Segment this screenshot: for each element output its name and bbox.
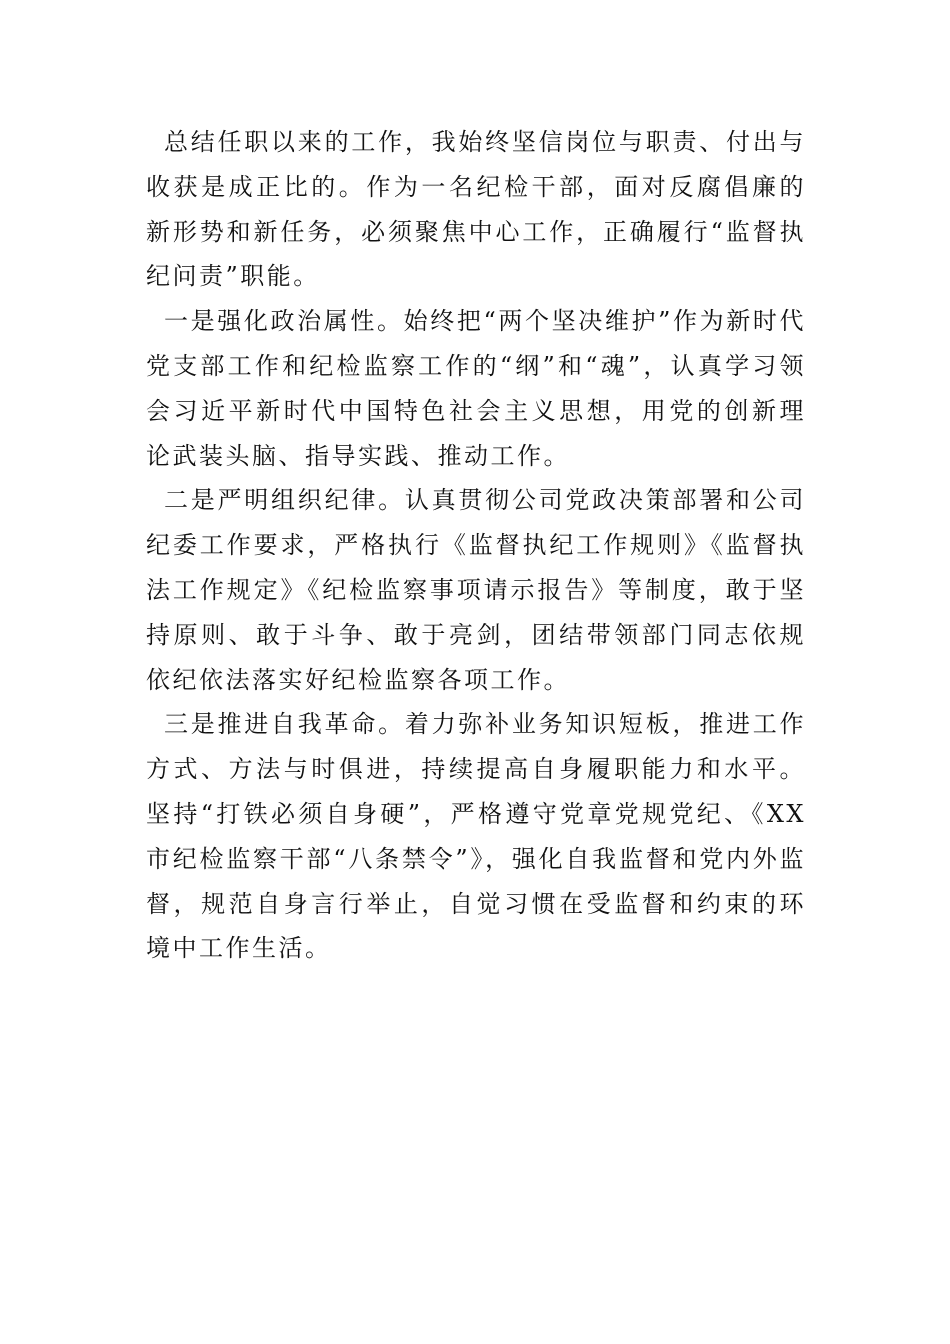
paragraph-political: 一是强化政治属性。始终把“两个坚决维护”作为新时代党支部工作和纪检监察工作的“纲”和“魂”，认真学习领会习近平新时代中国特色社会主义思想，用党的创新理论武装头脑、指导实践、推动工作。: [146, 307, 806, 470]
document-body: [146, 120, 806, 971]
paragraph-discipline: 二是严明组织纪律。认真贯彻公司党政决策部署和公司纪委工作要求，严格执行《监督执纪工作规则》《监督执法工作规定》《纪检监察事项请示报告》等制度，敢于坚持原则、敢于斗争、敢于亮剑，团结带领部门同志依规依纪依法落实好纪检监察各项工作。: [146, 486, 806, 694]
paragraph-self-revolution: 三是推进自我革命。着力弥补业务知识短板，推进工作方式、方法与时俱进，持续提高自身履职能力和水平。坚持“打铁必须自身硬”，严格遵守党章党规党纪、《XX市纪检监察干部“八条禁令”》，强化自我监督和党内外监督，规范自身言行举止，自觉习惯在受监督和约束的环境中工作生活。: [146, 710, 806, 963]
paragraph-summary: 总结任职以来的工作，我始终坚信岗位与职责、付出与收获是成正比的。作为一名纪检干部，面对反腐倡廉的新形势和新任务，必须聚焦中心工作，正确履行“监督执纪问责”职能。: [146, 128, 806, 291]
